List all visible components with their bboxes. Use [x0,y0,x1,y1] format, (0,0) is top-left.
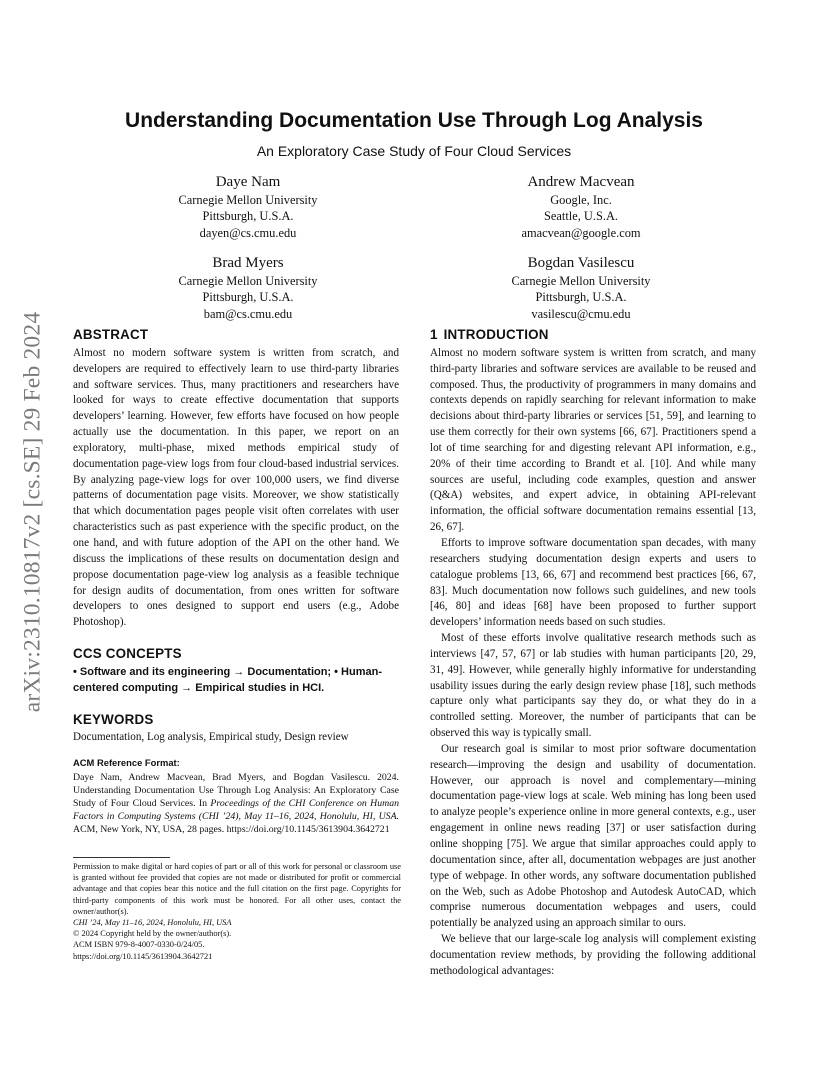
keywords-text: Documentation, Log analysis, Empirical study, Design review [73,731,349,744]
intro-paragraph: Almost no modern software system is written from scratch, and many third-party libraries and software services are available to be reused and composed. Thus, the productivity of programmers in many domains and contexts depends on rapidly searching for relevant information to make decisions about third-party libraries or services [51, 59], and learning to use them correctly for their own systems [66, 67]. Practitioners spend a lot of time searching for and digesting relevant API information, e.g., 20% of their time according to Brandt et al. [10]. And while many sources are useful, including code examples, question and answer (Q&A) websites, and expert advice, in obtaining API-relevant information, the official software documentation remains essential [13, 26, 67]. [430,346,756,534]
author-block [108,172,388,241]
author-email: dayen@cs.cmu.edu [199,225,297,240]
intro-paragraph: Most of these efforts involve qualitative research methods such as interviews [47, 57, 67] or lab studies with human participants [20, 29, 31, 49]. However, while generally highly informative for understanding usability issues during the early design review phase [18], such methods capture only what participants say they do, or what they do in a controlled setting. Moreover, the number of participants that can be observed this way is typically small. [430,632,756,740]
author-block [108,253,388,322]
author-name: Daye Nam [215,174,281,190]
doi-line: https://doi.org/10.1145/3613904.3642721 [73,951,213,961]
author-affiliation: Google, Inc. [550,193,612,207]
isbn-line: ACM ISBN 979-8-4007-0330-0/24/05. [73,940,205,950]
ccs-text: • Software and its engineering → Documentation; • Human-centered computing → Empirical studies in HCI. [73,665,383,694]
author-email: bam@cs.cmu.edu [203,306,293,321]
intro-paragraph: Efforts to improve software documentation span decades, with many researchers studying documentation design experts and users to catalogue problems [13, 66, 67] and recommend best practices [66, 67, 83]. Much documentation now follows such guidelines, and new tools [46, 80] and ideas [68] have been proposed to further support developers’ information needs based on such studies. [430,536,756,629]
intro-paragraph: We believe that our large-scale log analysis will complement existing documentation review methods, by providing the following additional methodological advantages: [430,933,756,977]
footnote-block [73,861,401,962]
author-block [441,172,721,241]
author-location: Pittsburgh, U.S.A. [202,209,294,224]
reference-citation: Daye Nam, Andrew Macvean, Brad Myers, and Bogdan Vasilescu. 2024. Understanding Documentation Use Through Log Analysis: An Exploratory Case Study of Four Cloud Services. In [73,772,399,810]
author-location: Seattle, U.S.A. [544,209,618,224]
author-name: Bogdan Vasilescu [527,255,635,271]
right-column [430,327,756,980]
introduction-heading: 1 INTRODUCTION [430,327,549,342]
author-location: Pittsburgh, U.S.A. [202,290,294,305]
paper-title: Understanding Documentation Use Through Log Analysis [125,109,703,132]
permission-notice: Permission to make digital or hard copies of part or all of this work for personal or classroom use is granted without fee provided that copies are not made or distributed for profit or commercial advantage and that copies bear this notice and the full citation on the first page. Copyrights for third-party components of this work must be honored. For all other uses, contact the owner/author(s). [73,862,401,916]
ccs-heading: CCS CONCEPTS [73,646,182,662]
abstract-heading: ABSTRACT [73,327,149,342]
reference-format-heading: ACM Reference Format: [73,757,180,769]
intro-paragraph: Our research goal is similar to most prior software documentation research—improving the design and usability of documentation. However, our approach is novel and complementary—mining documentation page-view logs at scale. Web mining has long been used to analyze people’s experience online in more general contexts, e.g., user engagement in online news reading [37] or user satisfaction during online shopping [75]. We argue that similar approaches could apply to documentation since, after all, documentation webpages are just another type of webpage. In other words, any software documentation published on the Web, such as Adobe Photoshop and Autodesk AutoCAD, which comprise numerous documentation webpages and users, could potentially be analyzed using an approach similar to ours. [430,742,756,930]
keywords-heading: KEYWORDS [73,711,154,727]
conference-venue: CHI ’24, May 11–16, 2024, Honolulu, HI, USA [73,918,232,928]
reference-format-text [73,771,399,836]
arxiv-identifier [19,292,46,732]
abstract-text: Almost no modern software system is written from scratch, and developers are required to effectively learn to use third-party libraries and software services. Thus, many practitioners and researchers have looked for ways to create effective documentation that supports developers’ learning. However, few efforts have focused on how people actually use the documentation. In this paper, we report on an exploratory, multi-phase, mixed methods empirical study of documentation page-view logs from four cloud-based industrial services. By analyzing page-view logs for over 100,000 users, we find diverse patterns of documentation page visits. Moreover, we show statistically that which documentation pages people visit often correlates with user characteristics such as past experience with the specific product, on the one hand, and with future adoption of the API on the other hand. We discuss the implications of these results on documentation design and propose documentation page-view log analysis as a feasible technique for design audits of documentation, from ones written for software developers to ones designed to support end users (e.g., Adobe Photoshop). [73,346,399,629]
author-affiliation: Carnegie Mellon University [511,274,651,288]
author-affiliation: Carnegie Mellon University [178,193,318,207]
paper-subtitle: An Exploratory Case Study of Four Cloud Services [256,143,572,159]
reference-venue: Proceedings of the CHI Conference on Human Factors in Computing Systems (CHI ’24), May 11–16, 2024, Honolulu, HI, USA. [73,798,399,823]
author-email: amacvean@google.com [521,225,641,240]
reference-doi: ACM, New York, NY, USA, 28 pages. https://doi.org/10.1145/3613904.3642721 [73,824,390,836]
author-affiliation: Carnegie Mellon University [178,274,318,288]
author-email: vasilescu@cmu.edu [531,306,631,321]
arxiv-identifier-text: arXiv:2310.10817v2 [cs.SE] 29 Feb 2024 [19,311,46,713]
copyright-line: © 2024 Copyright held by the owner/author(s). [73,929,232,939]
author-location: Pittsburgh, U.S.A. [535,290,627,305]
author-name: Brad Myers [212,255,284,271]
footnote-divider [73,857,170,858]
author-name: Andrew Macvean [527,174,635,190]
author-block [441,253,721,322]
left-column [73,327,399,837]
